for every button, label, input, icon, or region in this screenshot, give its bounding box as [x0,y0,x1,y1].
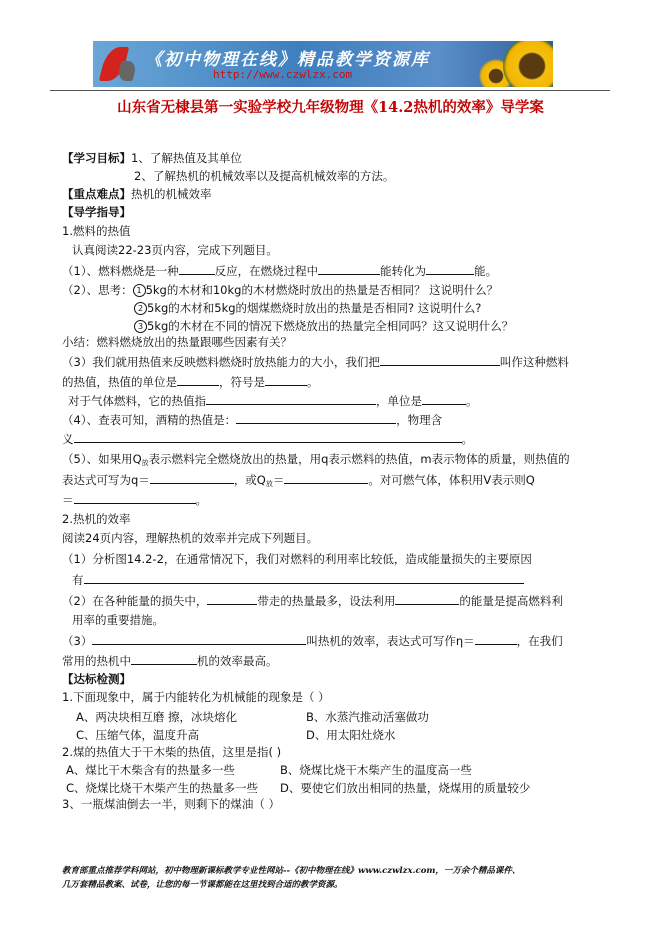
test-q1-option-d[interactable]: D、用太阳灶烧水 [306,728,396,742]
question1-line: （1）、燃料燃烧是一种 反应，在燃烧过程中 能转化为 能。 [62,264,498,278]
answer-blank[interactable] [131,652,197,665]
answer-blank[interactable] [318,262,380,275]
footer-line2: 几万套精品教案、试卷，让您的每一节课都能在这里找到合适的教学资源。 [62,880,343,890]
objectives-line1: 【学习目标】1、了解热值及其单位 [62,151,242,165]
test-q2-option-d[interactable]: D、要使它们放出相同的热量，烧煤用的质量较少 [280,781,531,795]
test-q1-option-a[interactable]: A、两决块相互磨 擦，冰块熔化 [76,710,238,724]
answer-blank[interactable] [150,471,234,484]
header-rule [50,90,610,91]
test-q1-option-b[interactable]: B、水蒸汽推动活塞做功 [306,710,429,724]
question3-line3: 对于气体燃料，它的热值指 ，单位是 。 [68,394,478,408]
answer-blank[interactable] [475,632,517,645]
objectives-line2: 2、了解热机的机械效率以及提高机械效率的方法。 [134,169,395,183]
guide-heading: 【导学指导】 [62,205,131,219]
test-q1: 1.下面现象中，属于内能转化为机械能的现象是（ ） [62,690,330,704]
banner-title: 《初中物理在线》精品教学资源库 [145,50,430,70]
test-q2: 2.煤的热值大于干木柴的热值，这里是指( ) [62,745,282,759]
answer-blank[interactable] [395,592,459,605]
question4-line1: （4）、查表可知，酒精的热值是： ，物理含 [62,413,443,427]
question5-line3: ＝ 。 [62,493,207,507]
test-q2-option-b[interactable]: B、烧煤比烧干木柴产生的温度高一些 [280,763,472,777]
question4-line2: 义 。 [62,432,473,446]
sunflower-decoration [503,41,553,87]
answer-blank[interactable] [380,353,500,366]
document-title: 山东省无棣县第一实验学校九年级物理《14.2热机的效率》导学案 [117,99,544,116]
answer-blank[interactable] [74,491,196,504]
answer-blank[interactable] [422,392,466,405]
reading2-line2: 用率的重要措施。 [72,613,164,627]
section2-intro: 阅读24页内容，理解热机的效率并完成下列题目。 [62,531,319,545]
question5-line2: 表达式可写为q＝ ，或$Q_放=$ 。对可燃气体，体积用V表示则Q [62,473,535,488]
circled-number-1: 1 [133,284,146,297]
answer-blank[interactable] [426,262,474,275]
footer-line1: 教育部重点推荐学科网站，初中物理新课标教学专业性网站--《初中物理在线》www.czwlzx.com，一万余个精品课件、 [62,866,521,876]
answer-blank[interactable] [84,571,524,584]
answer-blank[interactable] [92,632,306,645]
test-heading: 【达标检测】 [62,672,131,686]
question3-line2: 的热值，热值的单位是 ，符号是 。 [62,375,319,389]
answer-blank[interactable] [206,392,376,405]
banner-url[interactable]: http://www.czwlzx.com [213,68,353,81]
answer-blank[interactable] [179,262,215,275]
question5-line1: （5）、如果用$Q_放$表示燃料完全燃烧放出的热量，用q表示燃料的热值，m表示物体的质量，则热值的 [62,452,570,467]
summary-line: 小结：燃料燃烧放出的热量跟哪些因素有关？ [62,335,292,349]
section1-intro: 认真阅读22-23页内容，完成下列题目。 [72,243,278,257]
key-points-heading: 【重点难点】 [62,187,131,201]
reading3-line2: 常用的热机中 机的效率最高。 [62,654,278,668]
test-q1-option-c[interactable]: C、压缩气体，温度升高 [76,728,200,742]
reading1-line2: 有 [72,571,524,588]
reading2-line1: （2）在各种能量的损失中， 带走的热量最多，设法利用 的能量是提高燃料利 [62,594,563,608]
answer-blank[interactable] [265,373,307,386]
question2-line2: 2 5kg的木材和5kg的烟煤燃烧时放出的热量是否相同? 这说明什么? [134,300,481,316]
test-q3: 3、一瓶煤油倒去一半，则剩下的煤油（ ） [62,797,280,811]
question2-line1: （2）、思考： 1 5kg的木材和10kg的木材燃烧时放出的热量是否相同？ 这说明什么？ [62,283,499,297]
circled-number-2: 2 [134,302,147,315]
reading1-line1: （1）分析图14.2-2，在通常情况下，我们对燃料的利用率比较低，造成能量损失的主要原因 [62,552,532,566]
logo-gray-mark [117,61,138,81]
answer-blank[interactable] [284,471,368,484]
answer-blank[interactable] [74,430,462,443]
answer-blank[interactable] [177,373,219,386]
reading3-line1: （3） 叫热机的效率，表达式可写作η＝ ，在我们 [62,634,563,648]
question3-line1: （3）我们就用热值来反映燃料燃烧时放热能力的大小，我们把 叫作这种燃料 [62,355,569,369]
section2-title: 2.热机的效率 [62,512,131,526]
question2-line3: 3 5kg的木材在不同的情况下燃烧放出的热量完全相同吗？这又说明什么？ [134,318,513,334]
section1-title: 1.燃料的热值 [62,224,131,238]
answer-blank[interactable] [236,411,396,424]
circled-number-3: 3 [134,320,147,333]
site-banner [93,41,553,87]
objectives-heading: 【学习目标】 [62,151,131,165]
answer-blank[interactable] [207,592,257,605]
key-points-line: 【重点难点】热机的机械效率 [62,187,212,201]
test-q2-option-a[interactable]: A、煤比干木柴含有的热量多一些 [66,763,235,777]
test-q2-option-c[interactable]: C、烧煤比烧干木柴产生的热量多一些 [66,781,259,795]
